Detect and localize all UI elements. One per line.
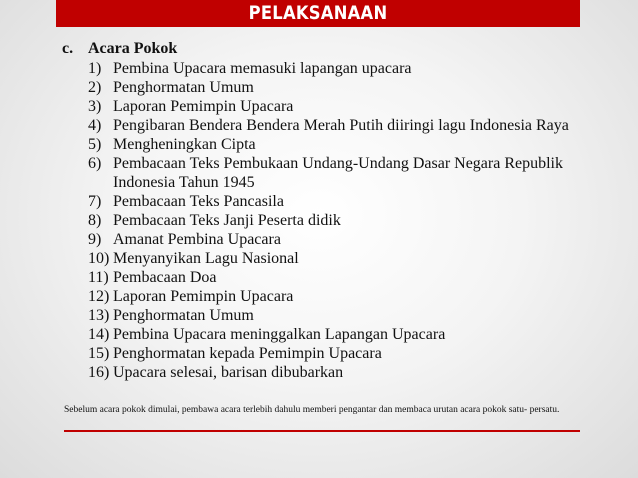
item-text: Penghormatan Umum [113, 79, 254, 96]
item-number: 8) [88, 212, 102, 229]
item-text: Pembacaan Doa [113, 269, 217, 286]
footnote: Sebelum acara pokok dimulai, pembawa acara terlebih dahulu memberi pengantar dan membaca urutan acara pokok satu- persatu. [64, 405, 560, 415]
list-item [62, 363, 632, 382]
item-number: 9) [88, 231, 102, 248]
item-number: 16) [88, 364, 110, 381]
item-number: 3) [88, 98, 102, 115]
item-text: Amanat Pembina Upacara [113, 231, 281, 248]
item-text: Pembina Upacara meninggalkan Lapangan Upacara [113, 326, 446, 343]
slide-title: PELAKSANAAN [248, 2, 388, 24]
list-item [62, 230, 632, 249]
item-number: 5) [88, 136, 102, 153]
list-item [62, 154, 632, 192]
list-item [62, 325, 632, 344]
list-item [62, 59, 632, 78]
item-number: 14) [88, 326, 110, 343]
item-number: 2) [88, 79, 102, 96]
item-number: 4) [88, 117, 102, 134]
item-number: 7) [88, 193, 102, 210]
item-text: Pembacaan Teks Pancasila [113, 193, 284, 210]
item-text: Laporan Pemimpin Upacara [113, 288, 294, 305]
item-number: 1) [88, 60, 102, 77]
item-number: 15) [88, 345, 110, 362]
item-number: 13) [88, 307, 110, 324]
item-number: 12) [88, 288, 110, 305]
agenda-list [62, 59, 632, 382]
item-text: Upacara selesai, barisan dibubarkan [113, 364, 344, 381]
item-text: Pembina Upacara memasuki lapangan upacara [113, 60, 412, 77]
item-text: Penghormatan Umum [113, 307, 254, 324]
list-item [62, 306, 632, 325]
list-item [62, 116, 632, 135]
item-text: Menyanyikan Lagu Nasional [113, 250, 299, 267]
item-text: Pembacaan Teks Janji Peserta didik [113, 212, 341, 229]
item-text: Pembacaan Teks Pembukaan Undang-Undang Dasar Negara Republik Indonesia Tahun 1945 [113, 155, 563, 191]
list-item [62, 211, 632, 230]
list-item [62, 249, 632, 268]
section-label: Acara Pokok [88, 40, 178, 57]
list-item [62, 97, 632, 116]
section-heading [62, 39, 632, 58]
divider [64, 430, 580, 432]
item-number: 11) [88, 269, 109, 286]
section-number: c. [62, 40, 74, 57]
list-item [62, 287, 632, 306]
list-item [62, 135, 632, 154]
list-item [62, 78, 632, 97]
title-bar [56, 0, 580, 27]
list-item [62, 192, 632, 211]
item-text: Mengheningkan Cipta [113, 136, 256, 153]
item-number: 6) [88, 155, 102, 172]
list-item [62, 344, 632, 363]
item-number: 10) [88, 250, 110, 267]
item-text: Pengibaran Bendera Bendera Merah Putih diiringi lagu Indonesia Raya [113, 117, 569, 134]
item-text: Laporan Pemimpin Upacara [113, 98, 294, 115]
agenda-section [62, 39, 632, 382]
item-text: Penghormatan kepada Pemimpin Upacara [113, 345, 382, 362]
list-item [62, 268, 632, 287]
